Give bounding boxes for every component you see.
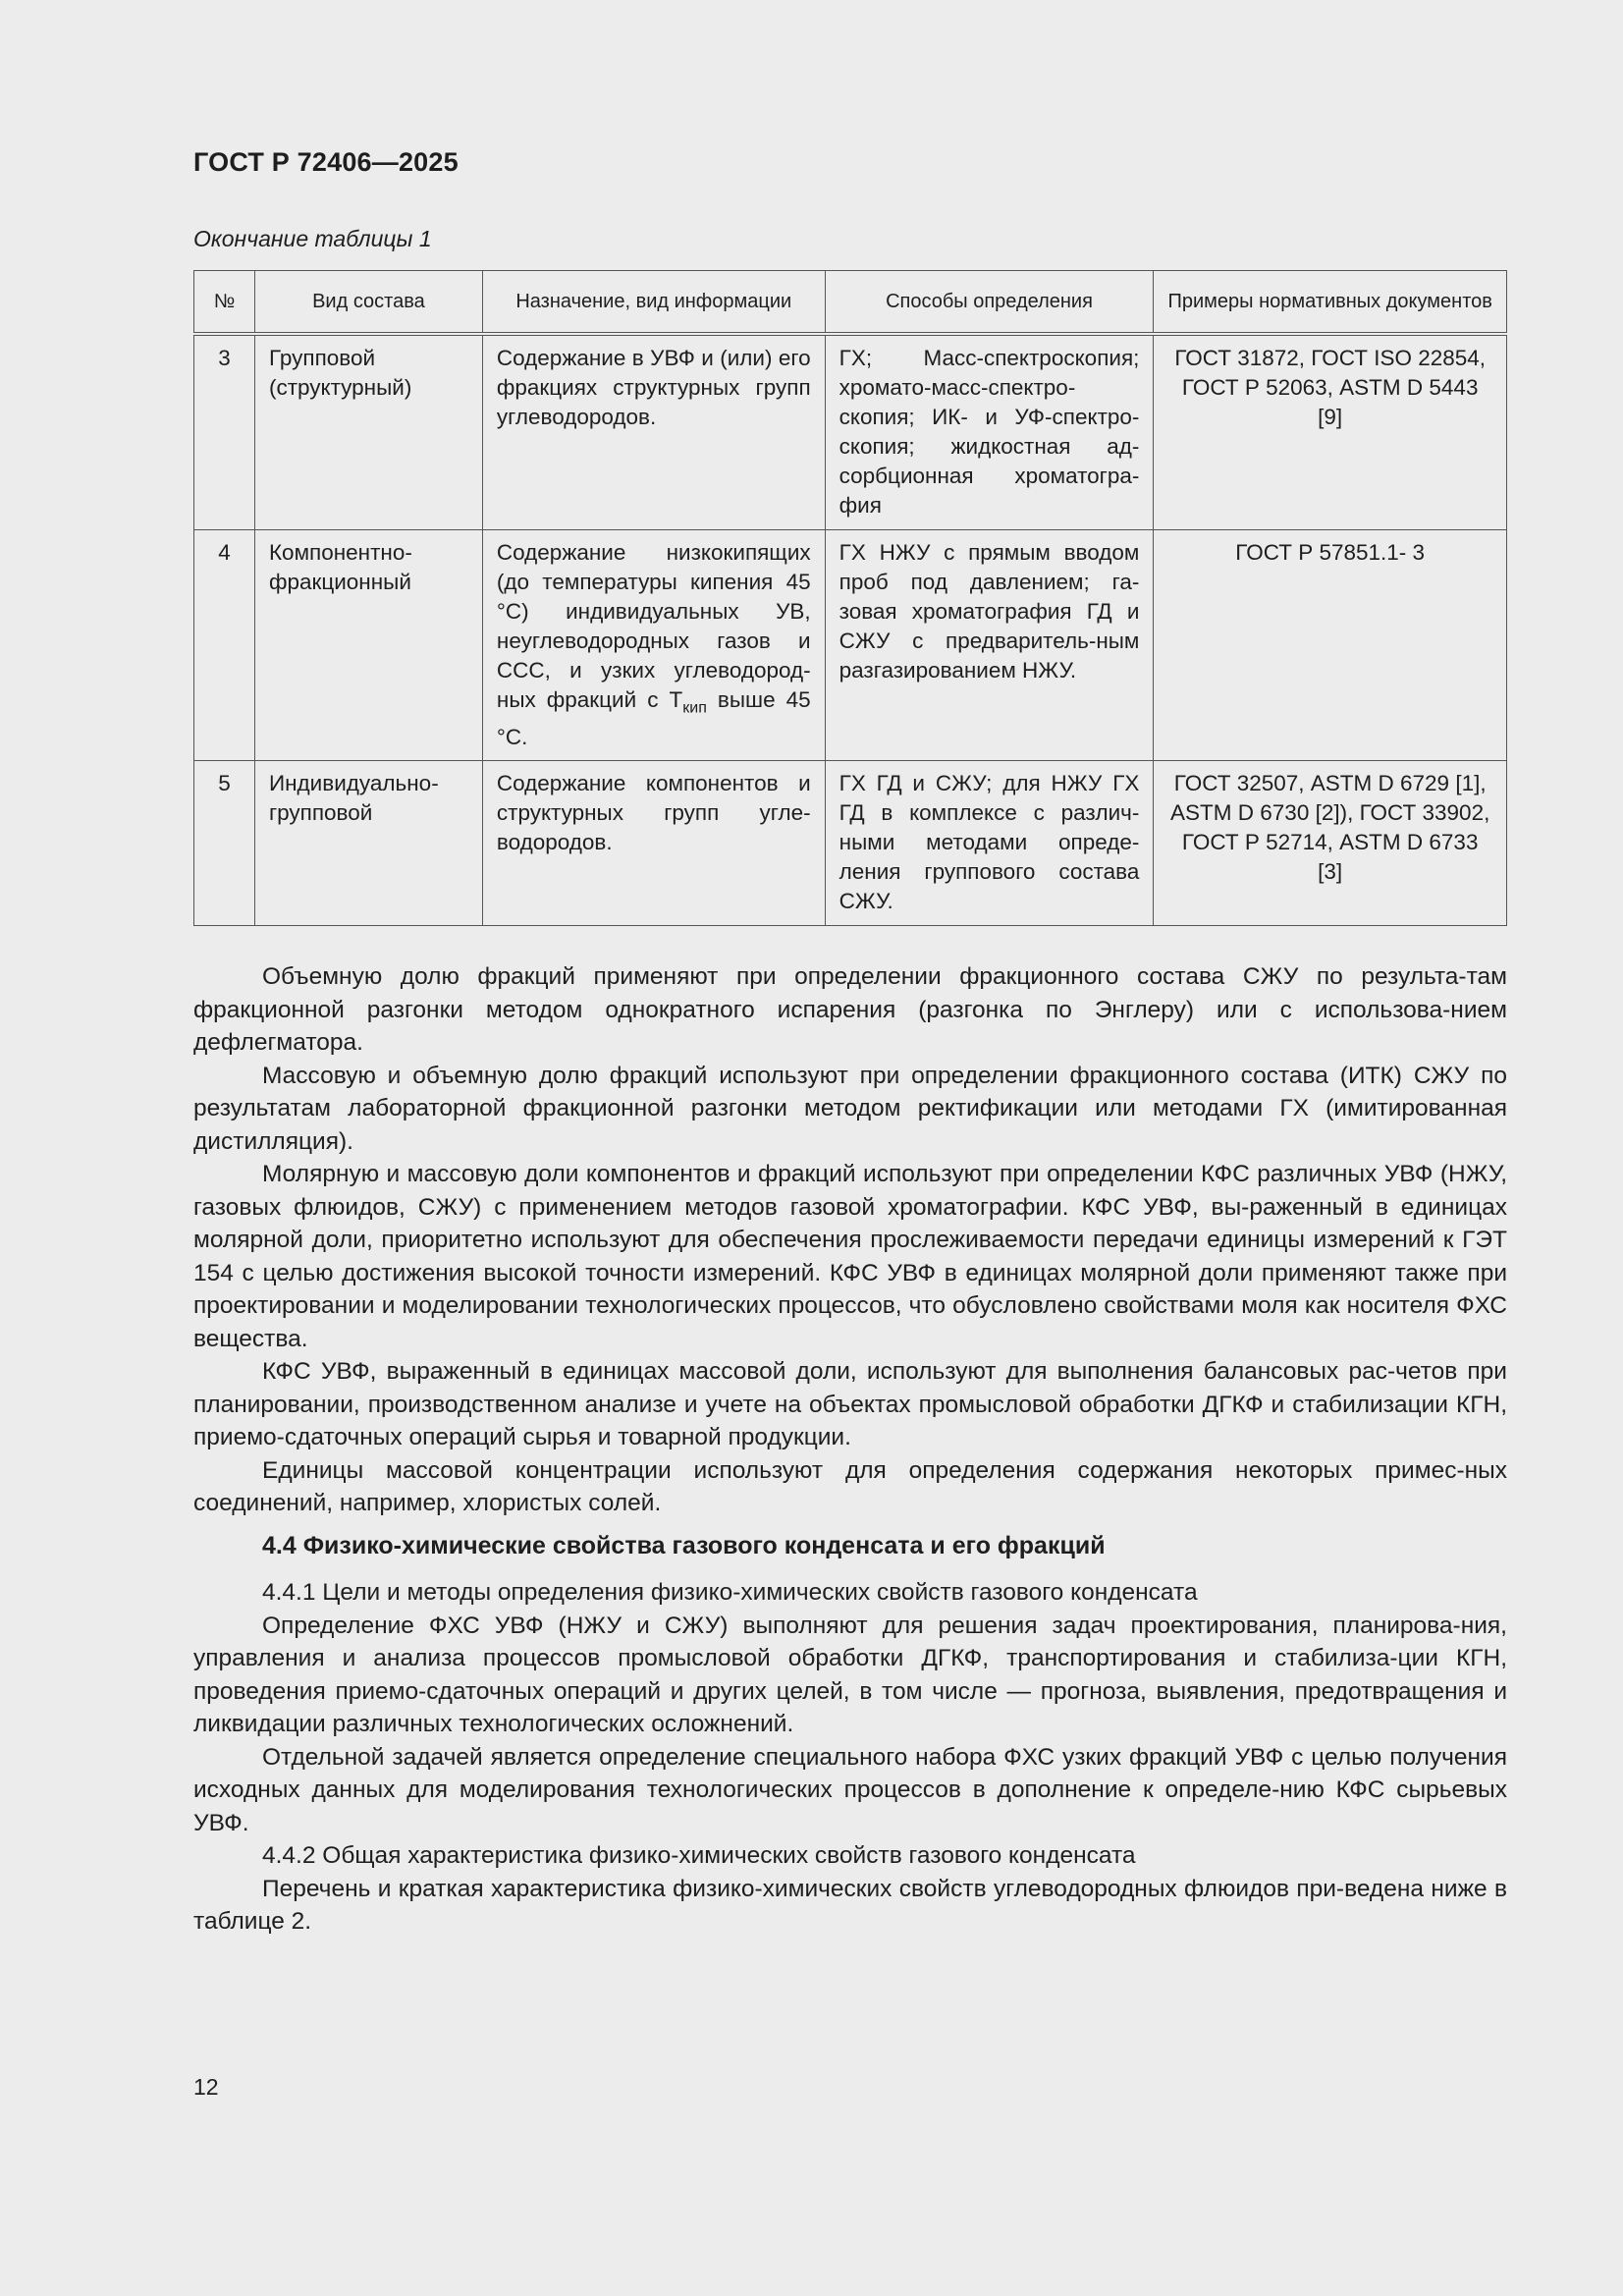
paragraph: Молярную и массовую доли компонентов и фракций используют при определении КФС различных УВФ (НЖУ, газовых флюидов, СЖУ) с применением методов газовой хроматографии. КФС УВФ, вы-раженный в единицах молярной доли, приоритетно используют для обеспечения прослеживаемости передачи единицы измерений к ГЭТ 154 с целью достижения высокой точности измерений. КФС УВФ в единицах молярной доли применяют также при проектировании и моделировании технологических процессов, что обусловлено свойствами моля как носителя ФХС вещества. [193, 1161, 1507, 1352]
normative-documents: ГОСТ 31872, ГОСТ ISO 22854, ГОСТ Р 52063, ASTM D 5443 [9] [1154, 334, 1507, 529]
row-number: 5 [194, 761, 255, 926]
table-row [194, 529, 1507, 761]
column-header-number: № [194, 271, 255, 335]
purpose-text: Содержание низкокипящих (до температуры кипения 45 °C) индивидуальных УВ, неуглеводородных газов и ССС, и узких углеводород-ных фракций с Т [496, 539, 811, 712]
table-row [194, 334, 1507, 529]
table-row [194, 761, 1507, 926]
purpose-text-end: выше 45 °C. [496, 686, 811, 749]
paragraph: Массовую и объемную долю фракций используют при определении фракционного состава (ИТК) СЖУ по результатам лабораторной фракционной разгонки методом ректификации или методами ГХ (имитированная дистилляция). [193, 1062, 1507, 1155]
table-header-row [194, 271, 1507, 335]
paragraph: Определение ФХС УВФ (НЖУ и СЖУ) выполняют для решения задач проектирования, планирова-ния, управления и анализа процессов промысловой обработки ДГКФ, транспортирования и стабилиза-ции КГН, проведения приемо-сдаточных операций и других целей, в том числе — прогноза, выявления, предотвращения и ликвидации различных технологических осложнений. [193, 1612, 1507, 1737]
composition-purpose [482, 529, 825, 761]
paragraph: Перечень и краткая характеристика физико-химических свойств углеводородных флюидов при-ведена ниже в таблице 2. [193, 1875, 1507, 1935]
paragraph: Отдельной задачей является определение специального набора ФХС узких фракций УВФ с целью получения исходных данных для моделирования технологических процессов в дополнение к определе-нию КФС сырьевых УВФ. [193, 1743, 1507, 1836]
composition-purpose: Содержание в УВФ и (или) его фракциях структурных групп углеводородов. [482, 334, 825, 529]
subsection-heading: 4.4.1 Цели и методы определения физико-химических свойств газового конденсата [262, 1579, 1198, 1606]
determination-methods: ГХ НЖУ с прямым вводом проб под давлением; га-зовая хроматография ГД и СЖУ с предваритель-ным разгазированием НЖУ. [825, 529, 1154, 761]
paragraph: КФС УВФ, выраженный в единицах массовой доли, используют для выполнения балансовых рас-четов при планировании, производственном анализе и учете на объектах промысловой обработки ДГКФ и стабилизации КГН, приемо-сдаточных операций сырья и товарной продукции. [193, 1358, 1507, 1450]
paragraph: Единицы массовой концентрации используют для определения содержания некоторых примес-ных соединений, например, хлористых солей. [193, 1456, 1507, 1516]
document-header: ГОСТ Р 72406—2025 [193, 147, 459, 177]
row-number: 3 [194, 334, 255, 529]
boiling-subscript: кип [682, 699, 707, 716]
subsection-heading: 4.4.2 Общая характеристика физико-химических свойств газового конденсата [262, 1842, 1136, 1869]
composition-type: Групповой (структурный) [254, 334, 482, 529]
composition-type: Компонентно-фракционный [254, 529, 482, 761]
column-header-type: Вид состава [254, 271, 482, 335]
column-header-methods: Способы определения [825, 271, 1154, 335]
composition-type: Индивидуально-групповой [254, 761, 482, 926]
row-number: 4 [194, 529, 255, 761]
body-text [193, 960, 1507, 1939]
column-header-documents: Примеры нормативных документов [1154, 271, 1507, 335]
page-number: 12 [193, 2074, 219, 2100]
normative-documents: ГОСТ 32507, ASTM D 6729 [1], ASTM D 6730 [2]), ГОСТ 33902, ГОСТ Р 52714, ASTM D 6733 [3] [1154, 761, 1507, 926]
column-header-purpose: Назначение, вид информации [482, 271, 825, 335]
section-heading: 4.4 Физико-химические свойства газового конденсата и его фракций [262, 1531, 1106, 1559]
normative-documents: ГОСТ Р 57851.1- 3 [1154, 529, 1507, 761]
determination-methods: ГХ; Масс-спектроскопия; хромато-масс-спектро-скопия; ИК- и УФ-спектро-скопия; жидкостная ад-сорбционная хроматогра-фия [825, 334, 1154, 529]
determination-methods: ГХ ГД и СЖУ; для НЖУ ГХ ГД в комплексе с различ-ными методами опреде-ления группового состава СЖУ. [825, 761, 1154, 926]
paragraph: Объемную долю фракций применяют при определении фракционного состава СЖУ по результа-там фракционной разгонки методом однократного испарения (разгонка по Энглеру) или с использова-нием дефлегматора. [193, 963, 1507, 1056]
composition-table [193, 270, 1507, 926]
composition-purpose: Содержание компонентов и структурных групп угле-водородов. [482, 761, 825, 926]
table-caption: Окончание таблицы 1 [193, 226, 432, 251]
